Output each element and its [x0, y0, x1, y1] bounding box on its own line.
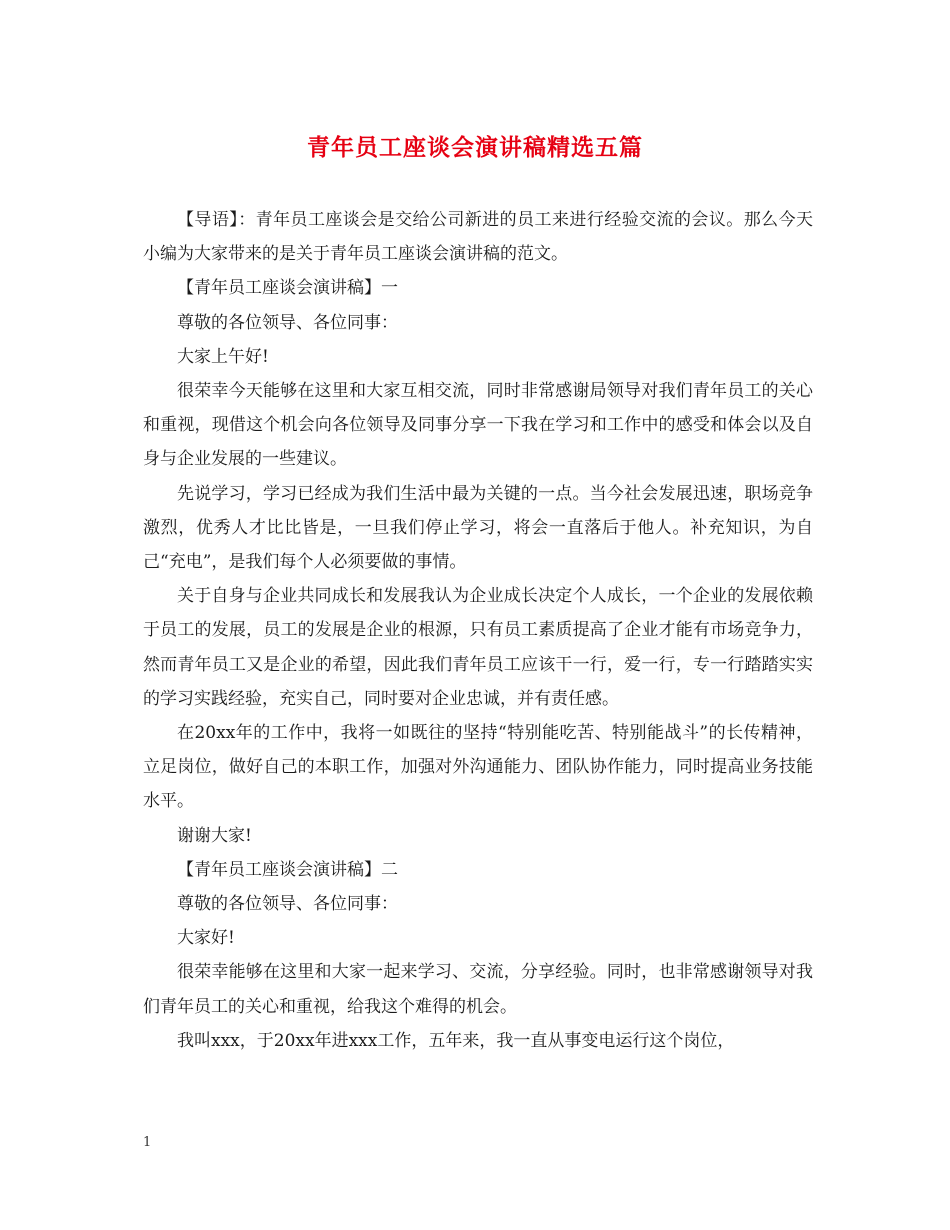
- paragraph: 我叫xxx，于20xx年进xxx工作，五年来，我一直从事变电运行这个岗位，: [177, 1030, 735, 1051]
- paragraph: 大家好!: [177, 928, 235, 949]
- paragraph: 在20xx年的工作中，我将一如既往的坚持“特别能吃苦、特别能战斗”的长传精神，立足岗位，做好自己的本职工作，加强对外沟通能力、团队协作能力，同时提高业务技能水平。: [143, 723, 813, 812]
- paragraph: 尊敬的各位领导、各位同事：: [177, 894, 398, 915]
- document-title: 青年员工座谈会演讲稿精选五篇: [307, 134, 643, 161]
- document-body: [143, 203, 813, 1058]
- paragraph: 【青年员工座谈会演讲稿】二: [177, 859, 398, 880]
- paragraph: 关于自身与企业共同成长和发展我认为企业成长决定个人成长，一个企业的发展依赖于员工的发展，员工的发展是企业的根源，只有员工素质提高了企业才能有市场竞争力，然而青年员工又是企业的希望，因此我们青年员工应该干一行，爱一行，专一行踏踏实实的学习实践经验，充实自己，同时要对企业忠诚，并有责任感。: [143, 586, 813, 709]
- paragraph: 【青年员工座谈会演讲稿】一: [177, 278, 398, 299]
- paragraph: 先说学习，学习已经成为我们生活中最为关键的一点。当今社会发展迅速，职场竞争激烈，优秀人才比比皆是，一旦我们停止学习，将会一直落后于他人。补充知识，为自己“充电”，是我们每个人必须要做的事情。: [143, 483, 813, 573]
- paragraph: 尊敬的各位领导、各位同事：: [177, 312, 398, 333]
- paragraph: 很荣幸能够在这里和大家一起来学习、交流，分享经验。同时，也非常感谢领导对我们青年员工的关心和重视，给我这个难得的机会。: [143, 962, 813, 1017]
- paragraph: 谢谢大家!: [177, 825, 252, 846]
- page-number: 1: [143, 1135, 152, 1150]
- paragraph: 大家上午好!: [177, 346, 269, 367]
- paragraph: 很荣幸今天能够在这里和大家互相交流，同时非常感谢局领导对我们青年员工的关心和重视，现借这个机会向各位领导及同事分享一下我在学习和工作中的感受和体会以及自身与企业发展的一些建议。: [143, 381, 813, 470]
- paragraph: 【导语】：青年员工座谈会是交给公司新进的员工来进行经验交流的会议。那么今天小编为大家带来的是关于青年员工座谈会演讲稿的范文。: [143, 210, 813, 265]
